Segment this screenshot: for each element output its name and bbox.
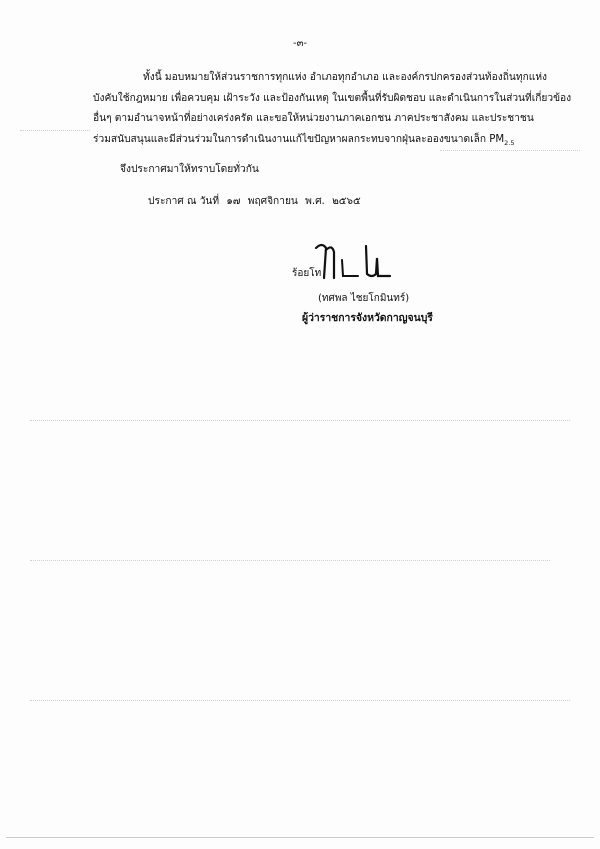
scan-artifact-line bbox=[20, 130, 90, 132]
announcement-date bbox=[148, 193, 365, 209]
date-era: พ.ศ. bbox=[305, 196, 325, 207]
handwritten-signature bbox=[312, 238, 392, 282]
date-year: ๒๕๖๕ bbox=[332, 196, 361, 207]
announcement-text: จึงประกาศมาให้ทราบโดยทั่วกัน bbox=[120, 164, 259, 175]
bottom-edge bbox=[6, 837, 594, 838]
paragraph-line-text: ทั้งนี้ มอบหมายให้ส่วนราชการทุกแห่ง อำเภอทุกอำเภอ และองค์กรปกครองส่วนท้องถิ่นทุกแห่ง bbox=[143, 72, 548, 83]
scan-artifact-line bbox=[30, 420, 570, 422]
paragraph-line bbox=[93, 68, 573, 89]
page-number: -๓- bbox=[292, 38, 308, 49]
scan-artifact-line bbox=[30, 560, 550, 562]
date-month: พฤศจิกายน bbox=[247, 196, 298, 207]
date-day: ๑๗ bbox=[226, 196, 241, 207]
body-paragraph bbox=[93, 68, 573, 153]
scan-artifact-line bbox=[30, 700, 570, 702]
paragraph-line bbox=[93, 130, 573, 154]
signer-name: (ทศพล ไชยโกมินทร์) bbox=[318, 293, 410, 304]
date-prefix: ประกาศ ณ วันที่ bbox=[148, 196, 220, 207]
pm-subscript: 2.5 bbox=[504, 138, 515, 147]
signer-title: ผู้ว่าราชการจังหวัดกาญจนบุรี bbox=[302, 312, 433, 324]
paragraph-line: บังคับใช้กฎหมาย เพื่อควบคุม เฝ้าระวัง และป้องกันเหตุ ในเขตพื้นที่รับผิดชอบ และดำเนินการในส่วนที่เกี่ยวข้อง bbox=[93, 92, 572, 104]
paragraph-line: อื่นๆ ตามอำนาจหน้าที่อย่างเคร่งครัด และขอให้หน่วยงานภาคเอกชน ภาคประชาสังคม และประชาชน bbox=[93, 113, 534, 124]
paragraph-line-text: ร่วมสนับสนุนและมีส่วนร่วมในการดำเนินงานแก้ไขปัญหาผลกระทบจากฝุ่นละอองขนาดเล็ก PM bbox=[93, 133, 505, 145]
signer-rank: ร้อยโท bbox=[292, 268, 322, 279]
